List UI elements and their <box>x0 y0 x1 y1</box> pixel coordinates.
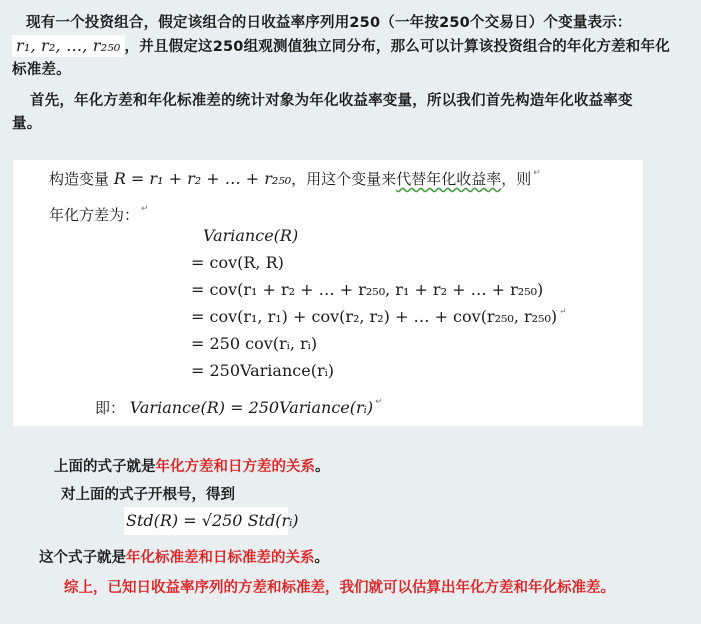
paragraph-mark-icon: ↵ <box>375 397 383 407</box>
variance-intro-line <box>49 204 149 225</box>
equation-4-text: = cov(r₁, r₁) + cov(r₂, r₂) + … + cov(r₂₅₀, r₂₅₀) <box>191 307 558 326</box>
construct-mid: ，用这个变量来 <box>291 170 397 188</box>
equation-line-6 <box>191 361 334 380</box>
construct-wavy-text: 代替年化收益率 <box>396 170 502 188</box>
equation-line-1 <box>203 226 298 245</box>
construct-variable-line <box>49 168 541 189</box>
intro-line-2 <box>12 35 694 59</box>
std-relation-line <box>39 546 329 567</box>
std-formula-text: Std(R) = √250 Std(rᵢ) <box>126 511 299 530</box>
paragraph-mark-icon: ↵ <box>533 168 541 178</box>
equation-6-text: = 250Variance(rᵢ) <box>191 361 335 380</box>
std-relation-end: 。 <box>314 550 329 566</box>
variance-relation-highlight: 年化方差和日方差的关系 <box>155 459 315 475</box>
construct-prefix: 构造变量 <box>49 170 110 188</box>
intro-paragraph <box>12 12 694 82</box>
equation-line-3 <box>191 280 543 299</box>
construct-formula: R = r₁ + r₂ + … + r₂₅₀ <box>113 169 292 188</box>
variance-relation-prefix: 上面的式子就是 <box>54 459 156 475</box>
summary-line: 综上，已知日收益率序列的方差和标准差，我们就可以估算出年化方差和年化标准差。 <box>64 580 615 596</box>
intro-line-2-text: ，并且假定这250组观测值独立同分布，那么可以计算该投资组合的年化方差和年化 <box>124 39 670 55</box>
equation-1-text: Variance(R) <box>203 226 299 245</box>
equation-3-text: = cov(r₁ + r₂ + … + r₂₅₀, r₁ + r₂ + … + r₂₅₀) <box>191 280 544 299</box>
paragraph-mark-icon: ↵ <box>141 204 149 214</box>
construct-suffix: ，则 <box>501 170 532 188</box>
construct-line-2: 量。 <box>12 116 42 132</box>
variance-intro: 年化方差为： <box>49 206 140 224</box>
construct-line-1: 首先，年化方差和年化标准差的统计对象为年化收益率变量，所以我们首先构造年化收益率变 <box>30 93 633 109</box>
intro-line-3: 标准差。 <box>12 62 71 78</box>
conclusion-line <box>95 397 383 418</box>
derivation-box <box>13 160 643 426</box>
conclusion-prefix: 即： <box>95 399 126 417</box>
std-relation-prefix: 这个式子就是 <box>39 550 126 566</box>
equation-5-text: = 250 cov(rᵢ, rᵢ) <box>191 334 318 353</box>
intro-line-1: 现有一个投资组合，假定该组合的日收益率序列用250（一年按250个交易日）个变量表示： <box>26 15 632 31</box>
equation-2-text: = cov(R, R) <box>191 253 284 272</box>
equation-line-5 <box>191 334 317 353</box>
variance-relation-end: 。 <box>315 459 330 475</box>
sqrt-intro-line: 对上面的式子开根号，得到 <box>61 487 235 503</box>
variance-relation-line <box>54 455 330 476</box>
std-formula <box>124 507 299 535</box>
std-relation-highlight: 年化标准差和日标准差的关系 <box>126 550 315 566</box>
construct-paragraph <box>12 90 694 136</box>
equation-line-2 <box>191 253 284 272</box>
conclusion-formula: Variance(R) = 250Variance(rᵢ) <box>129 398 374 417</box>
equation-line-4 <box>191 307 567 326</box>
return-variables: r₁, r₂, …, r₂₅₀ <box>12 35 125 57</box>
paragraph-mark-icon: ↵ <box>559 307 567 317</box>
